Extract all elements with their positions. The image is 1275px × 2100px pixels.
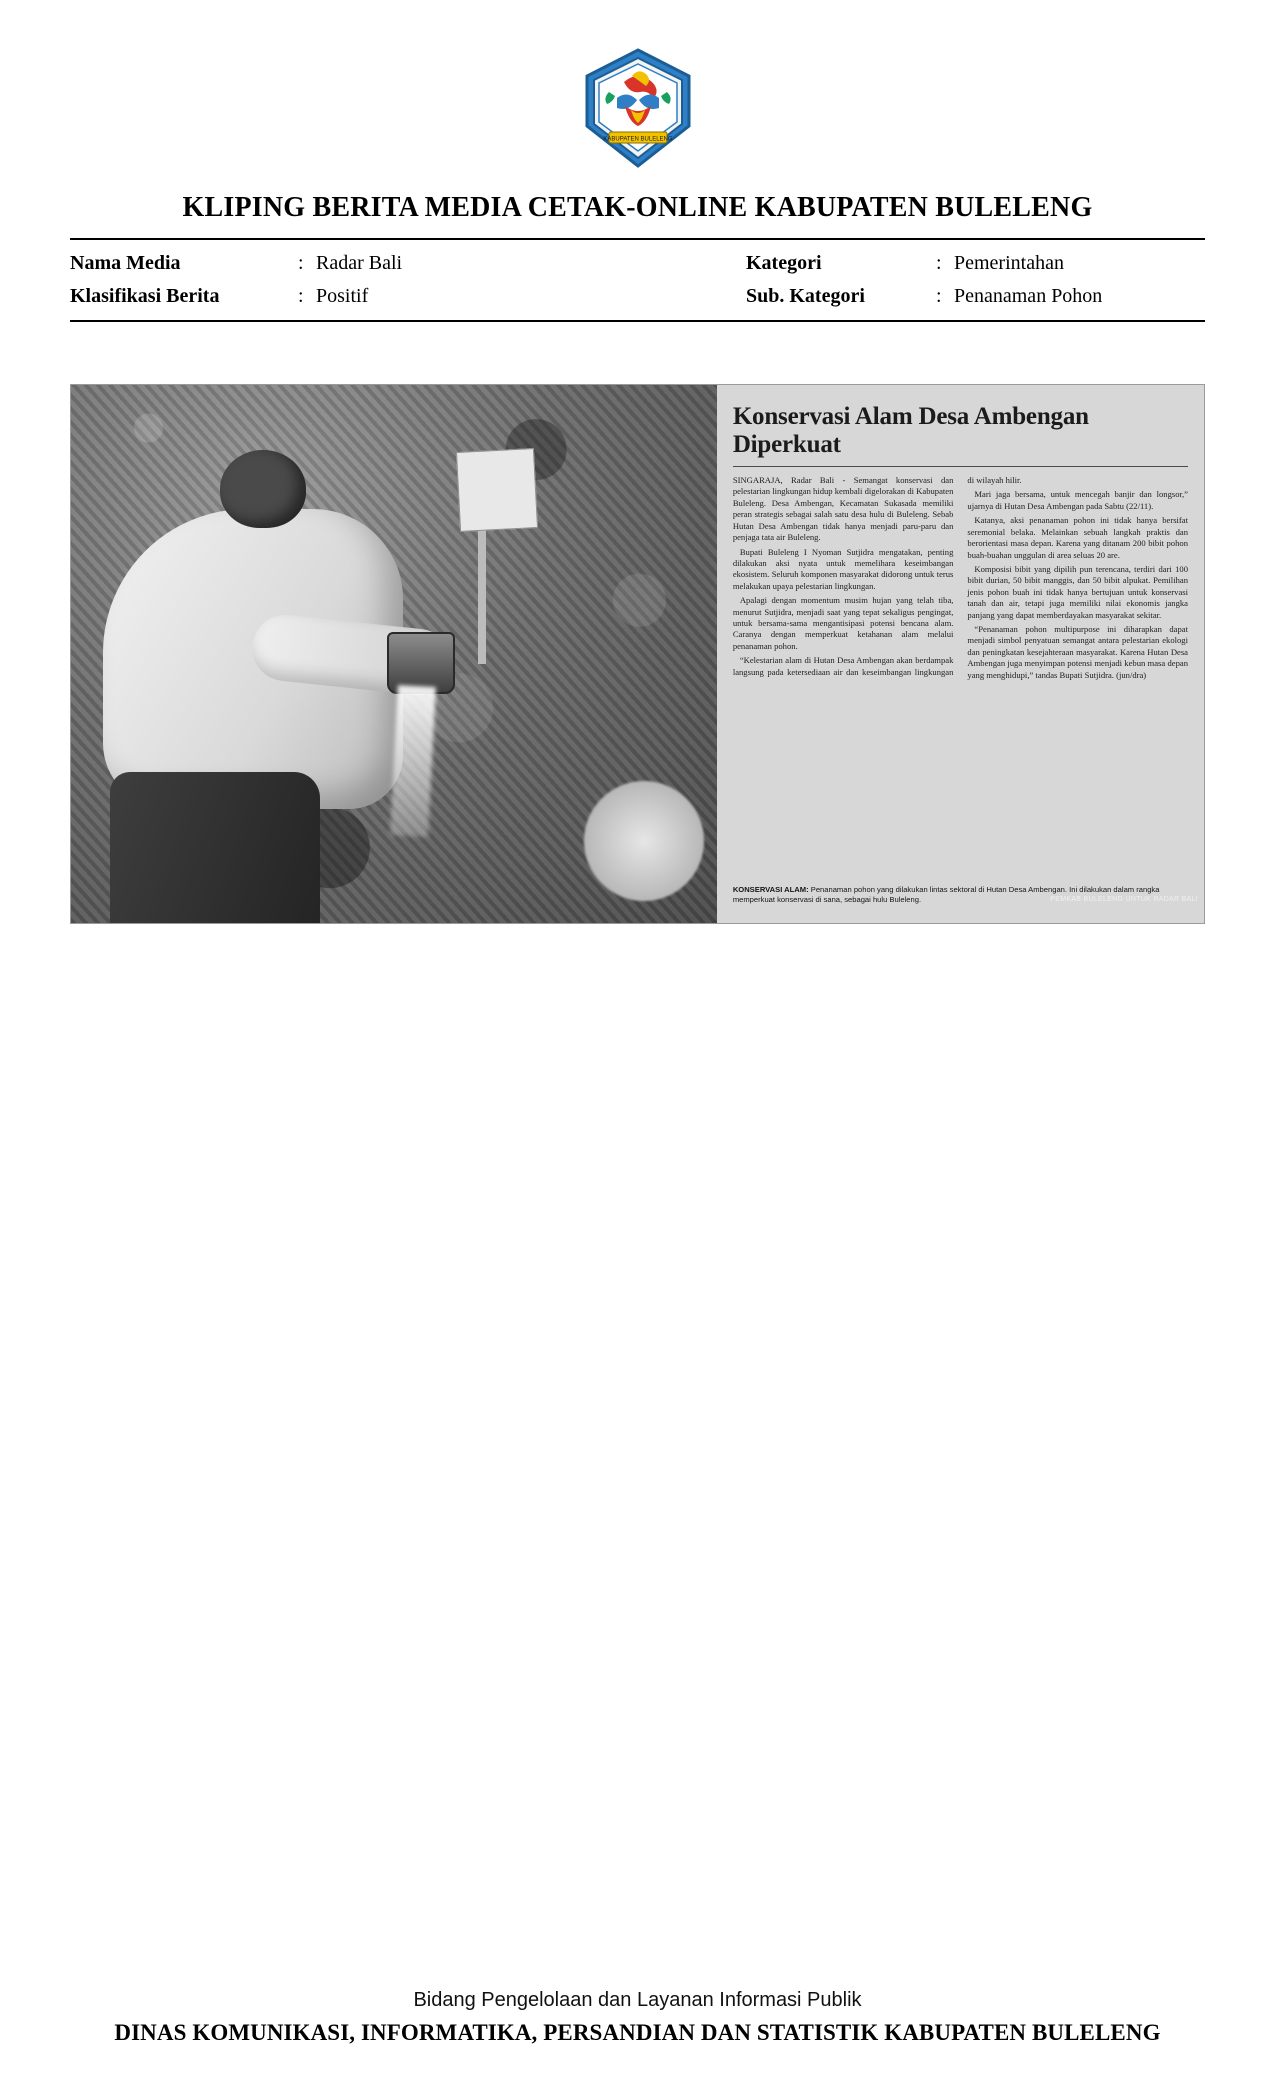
photo-sign-board: [456, 448, 538, 532]
classification-value: Positif: [316, 285, 369, 307]
category-label: Kategori: [746, 252, 822, 274]
photo-foreground-blur: [584, 781, 704, 901]
subcategory-value: Penanaman Pohon: [954, 285, 1103, 307]
page-footer: [0, 1989, 1275, 2046]
subcategory-separator: :: [936, 285, 942, 307]
svg-text:KABUPATEN BULELENG: KABUPATEN BULELENG: [602, 136, 673, 143]
media-separator: :: [298, 252, 304, 274]
page-title: KLIPING BERITA MEDIA CETAK-ONLINE KABUPATEN BULELENG: [182, 192, 1093, 223]
photo-person-head: [220, 450, 306, 528]
media-value: Radar Bali: [316, 252, 403, 274]
classification-label: Klasifikasi Berita: [70, 285, 220, 307]
photo-person-legs: [110, 772, 320, 923]
article-paragraph: “Kelestarian alam di Hutan Desa Ambengan akan berdampak langsung pada ketersediaan air dan keseimbangan lingkungan di wilayah hilir.: [732, 475, 1022, 677]
article-paragraph: SINGARAJA, Radar Bali - Semangat konservasi dan pelestarian lingkungan hidup kembali digelorakan di Kabupaten Buleleng. Desa Ambengan, Kecamatan Sukasada memiliki peran strategis sebagai salah satu desa hulu di Buleleng. Sebab Hutan Desa Ambengan tidak hanya menjadi paru-paru dan penjaga tata air Buleleng.: [732, 475, 954, 543]
article-paragraph: Katanya, aksi penanaman pohon ini tidak hanya bersifat seremonial belaka. Melainkan sebuah langkah praktis dan berorientasi masa depan. Karena yang ditanam 200 bibit pohon buah-buahan unggulan di area seluas 20 are.: [967, 515, 1188, 560]
article-body: [733, 475, 1188, 855]
meta-bottom-rule: [70, 320, 1205, 322]
classification-separator: :: [298, 285, 304, 307]
meta-table: [70, 240, 1205, 320]
article-headline: Konservasi Alam Desa Ambengan Diperkuat: [732, 403, 1089, 458]
buleleng-regency-emblem-icon: [579, 46, 697, 170]
clipping-article: [717, 385, 1204, 923]
article-paragraph: Bupati Buleleng I Nyoman Sutjidra mengatakan, penting dilakukan aksi nyata untuk memelihara keseimbangan ekosistem. Seluruh komponen masyarakat didorong untuk terus melakukan upaya pelestarian lingkungan.: [732, 546, 954, 591]
photo-water-stream: [390, 685, 436, 837]
article-paragraph: Komposisi bibit yang dipilih pun terencana, terdiri dari 100 bibit durian, 50 bibit manggis, dan 50 bibit alpukat. Pemilihan jenis pohon buah ini tidak hanya bertujuan untuk konservasi tanah dan air, tetapi juga memiliki nilai ekonomis jangka panjang yang dapat memberdayakan masyarakat sekitar.: [967, 563, 1188, 620]
article-paragraph: Mari jaga bersama, untuk mencegah banjir dan longsor,” ujarnya di Hutan Desa Ambengan pada Sabtu (22/11).: [967, 489, 1188, 511]
logo-container: [70, 0, 1205, 170]
subcategory-label: Sub. Kategori: [746, 285, 865, 307]
article-paragraph: “Penanaman pohon multipurpose ini diharapkan dapat menjadi simbol penyatuan semangat antara pelestarian ekologi dan peningkatan kesejahteraan masyarakat. Karena Hutan Desa Ambengan juga menyimpan potensi menjadi kebun masa depan yang menghidupi,” tandas Bupati Sutjidra. (jun/dra): [967, 624, 1188, 680]
news-clipping-image: [70, 384, 1205, 924]
media-label: Nama Media: [70, 252, 181, 274]
photo-credit: PEMKAB BULELENG UNTUK RADAR BALI: [1050, 896, 1198, 903]
category-value: Pemerintahan: [954, 252, 1064, 274]
footer-agency: DINAS KOMUNIKASI, INFORMATIKA, PERSANDIAN DAN STATISTIK KABUPATEN BULELENG: [114, 2020, 1161, 2045]
clipping-photo: [71, 385, 717, 923]
article-headline-rule: [733, 466, 1188, 467]
photo-sign-post: [478, 514, 486, 664]
category-separator: :: [936, 252, 942, 274]
caption-text: Penanaman pohon yang dilakukan lintas sektoral di Hutan Desa Ambengan. Ini dilakukan dalam rangka memperkuat konservasi di sana, sebagai hulu Buleleng.: [732, 884, 1160, 904]
article-paragraph: Apalagi dengan momentum musim hujan yang telah tiba, menurut Sutjidra, menjadi saat yang tepat sekaligus pengingat, untuk bersama-sama mengantisipasi potensi bencana alam. Caranya dengan memperkuat ketahanan alam melalui penanaman pohon.: [732, 595, 954, 651]
footer-division: Bidang Pengelolaan dan Layanan Informasi Publik: [413, 1989, 862, 2011]
caption-label: KONSERVASI ALAM:: [732, 884, 809, 894]
